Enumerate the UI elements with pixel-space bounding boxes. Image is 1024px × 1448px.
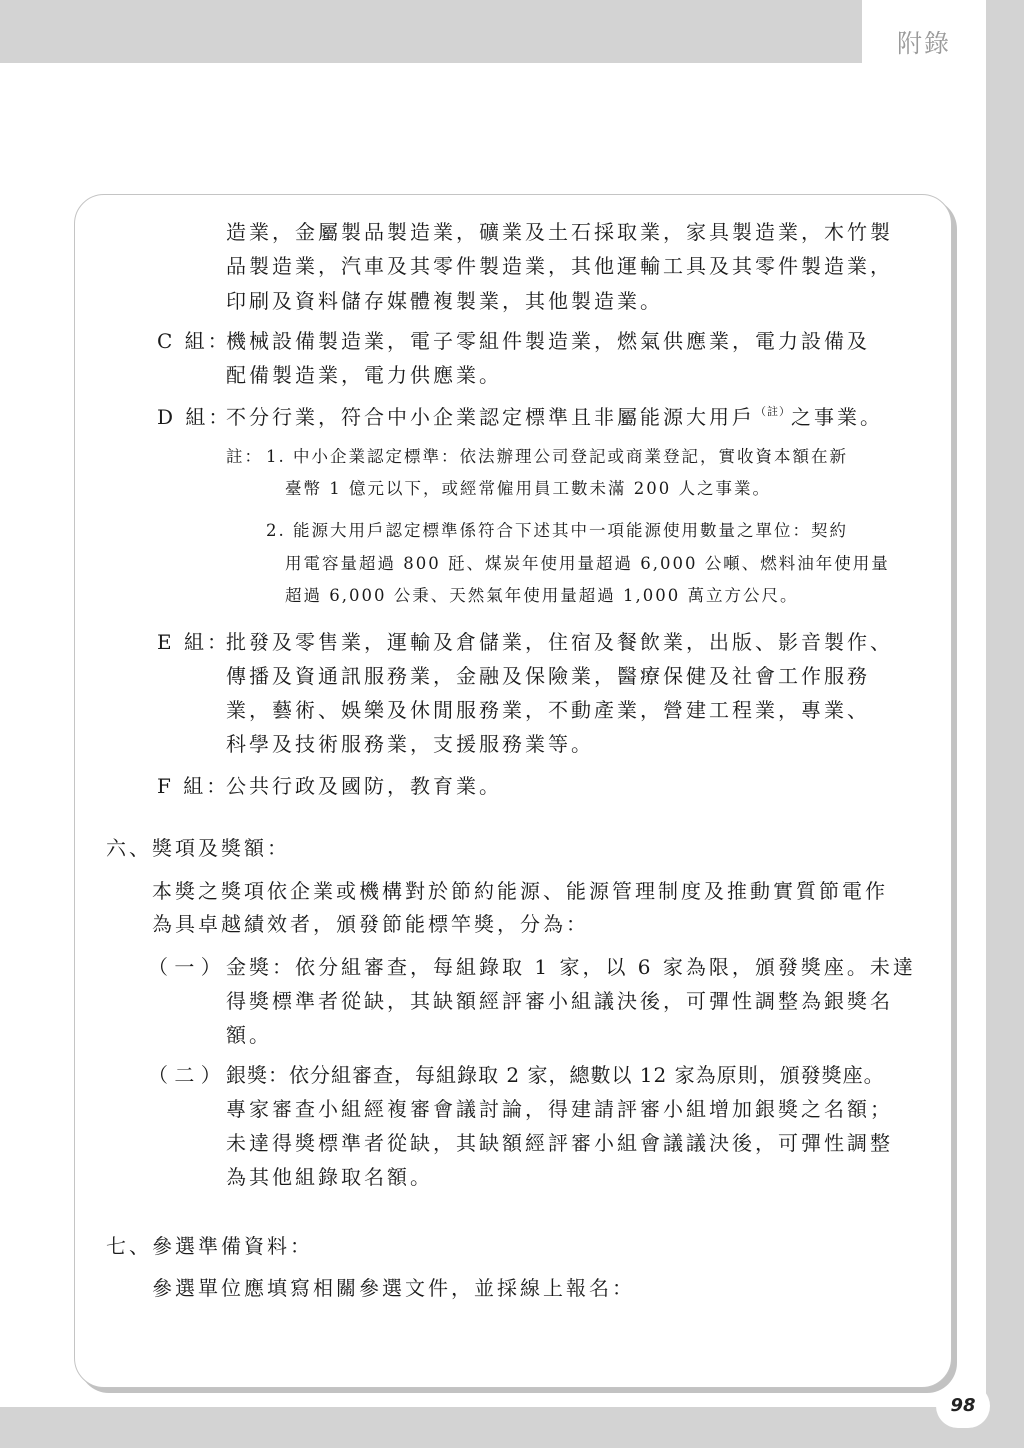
- group-c-label: C 組：: [157, 329, 231, 353]
- text-line: 品製造業，汽車及其零件製造業，其他運輸工具及其零件製造業，: [226, 254, 893, 278]
- group-e-text: 傳播及資通訊服務業，金融及保險業，醫療保健及社會工作服務: [226, 664, 870, 688]
- gold-award-text: 金獎：依分組審查，每組錄取 1 家，以 6 家為限，頒發獎座。未達: [226, 955, 916, 979]
- note-2: 用電容量超過 800 瓩、煤炭年使用量超過 6,000 公噸、燃料油年使用量: [285, 554, 890, 573]
- section-heading: 六、獎項及獎額：: [106, 836, 290, 860]
- section-heading: 七、參選準備資料：: [106, 1234, 313, 1258]
- gold-award-text: 得獎標準者從缺，其缺額經評審小組議決後，可彈性調整為銀獎名: [226, 989, 893, 1013]
- group-c-text: 機械設備製造業，電子零組件製造業，燃氣供應業，電力設備及: [226, 329, 870, 353]
- note-2: 2. 能源大用戶認定標準係符合下述其中一項能源使用數量之單位：契約: [266, 521, 848, 540]
- note-2: 超過 6,000 公秉、天然氣年使用量超過 1,000 萬立方公尺。: [285, 586, 799, 605]
- silver-award-text: 專家審查小組經複審會議討論，得建請評審小組增加銀獎之名額；: [226, 1097, 893, 1121]
- group-d-text: 不分行業，符合中小企業認定標準且非屬能源大用戶$^{(註)}$之事業。: [226, 405, 883, 429]
- note-1: 臺幣 1 億元以下，或經常僱用員工數未滿 200 人之事業。: [285, 479, 771, 498]
- silver-award-text: 未達得獎標準者從缺，其缺額經評審小組會議議決後，可彈性調整: [226, 1131, 893, 1155]
- group-c-text: 配備製造業，電力供應業。: [226, 363, 502, 387]
- paragraph-line: 為具卓越績效者，頒發節能標竿獎，分為：: [152, 912, 589, 936]
- item-label: （ 一 ）: [148, 955, 221, 979]
- text-line: 印刷及資料儲存媒體複製業，其他製造業。: [226, 289, 663, 313]
- group-e-text: 批發及零售業，運輸及倉儲業，住宿及餐飲業，出版、影音製作、: [226, 630, 893, 654]
- page-number: 98: [936, 1384, 990, 1428]
- right-side-bar: [986, 0, 1024, 1448]
- group-f-label: F 組：: [157, 774, 230, 798]
- text-line: 造業，金屬製品製造業，礦業及土石採取業，家具製造業，木竹製: [226, 220, 893, 244]
- paragraph-line: 本獎之獎項依企業或機構對於節約能源、能源管理制度及推動實質節電作: [152, 879, 888, 903]
- note-1: 1. 中小企業認定標準：依法辦理公司登記或商業登記，實收資本額在新: [266, 447, 848, 466]
- footer-band: [0, 1407, 1024, 1448]
- header-band: [0, 0, 862, 63]
- group-d-label: D 組：: [157, 405, 232, 429]
- group-e-label: E 組：: [157, 630, 230, 654]
- appendix-tab: 附錄: [862, 20, 986, 68]
- note-reference: （註）: [755, 405, 791, 418]
- group-e-text: 業，藝術、娛樂及休閒服務業，不動產業，營建工程業，專業、: [226, 698, 870, 722]
- silver-award-text: 為其他組錄取名額。: [226, 1165, 433, 1189]
- group-e-text: 科學及技術服務業，支援服務業等。: [226, 732, 594, 756]
- group-f-text: 公共行政及國防，教育業。: [226, 774, 502, 798]
- item-label: （ 二 ）: [148, 1063, 221, 1087]
- silver-award-text: 銀獎：依分組審查，每組錄取 2 家，總數以 12 家為原則，頒發獎座。: [226, 1063, 885, 1087]
- note-label: 註：: [226, 447, 263, 466]
- gold-award-text: 額。: [226, 1023, 272, 1047]
- paragraph-line: 參選單位應填寫相關參選文件，並採線上報名：: [152, 1276, 635, 1300]
